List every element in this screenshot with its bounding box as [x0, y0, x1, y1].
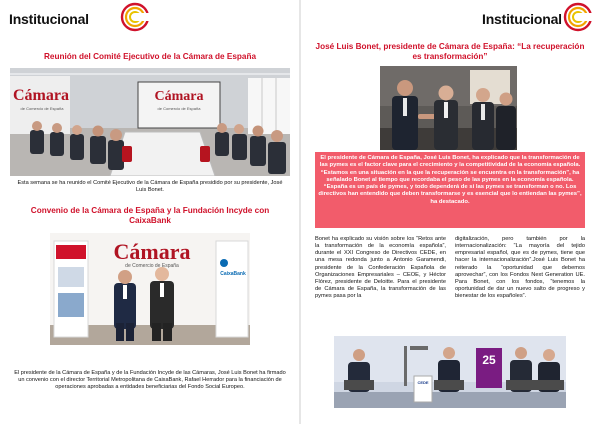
backdrop-brand-sub: de Comercio de España	[125, 263, 179, 269]
body-column-1: Bonet ha explicado su visión sobre los “Retos ante la transformación de la economía española”, durante el XXI Congreso de Directivos CEDE, en una mesa redonda junto a Antonio Garamendi, presidente de la Confederación Española de Organizaciones Empresariales – CEOE, y Héctor Flórez, presidente de Deloitte. Para el presidente de Cámara de España, la transformación de las pymes pasa por la	[315, 236, 446, 300]
wall-brand-sub: de Comercio de España	[20, 106, 64, 111]
podium-label: CEDE	[417, 380, 429, 385]
meeting-photo	[10, 68, 290, 176]
body-column-2: digitalización, pero también por la internacionalización: “La mayoría del tejido empresarial español, que es de pymes, tiene que hacer la internacionalización”.José Luis Bonet ha reiterado la “oportunidad que debemos aprovechar”, con los Fondos Next Generation UE. Para Bonet, con los fondos, “tenemos la oportunidad de dar un nuevo salto de progreso y bienestar de los españoles”.	[455, 236, 585, 300]
article2-title: Convenio de la Cámara de España y la Fundación Incyde con CaixaBank	[30, 206, 270, 225]
screen-brand-sub: de Comercio de España	[157, 106, 201, 111]
section-header: Institucional	[482, 11, 562, 27]
wall-brand: Cámara	[13, 87, 69, 104]
screen-brand: Cámara	[154, 89, 204, 104]
panel-badge: 25	[482, 353, 496, 367]
article1-title: Reunión del Comité Ejecutivo de la Cámara de España	[43, 52, 257, 61]
backdrop-brand: Cámara	[113, 239, 191, 264]
handshake-image	[380, 66, 517, 150]
panel-photo	[334, 336, 566, 408]
article2-caption: El presidente de la Cámara de España y de la Fundación Incyde de las Cámaras, José Luis Bonet ha firmado un convenio con el director Territorial Metropolitana de CaixaBank, Rafael Herrador para la financiación de operaciones aprobadas a entidades beneficiarias del Fondo Social Europeo.	[14, 370, 286, 391]
camara-logo-icon	[120, 2, 150, 32]
article-title: José Luis Bonet, presidente de Cámara de España: “La recuperación es transformación”	[315, 42, 585, 61]
panel-stage-image	[334, 336, 566, 408]
caixabank-brand: CaixaBank	[220, 271, 246, 277]
right-page	[301, 0, 600, 424]
signing-photo	[50, 233, 250, 345]
handshake-photo	[380, 66, 517, 150]
highlight-quote-box: El presidente de Cámara de España, José Luis Bonet, ha explicado que la transformación de las pymes es el factor clave para el crecimiento y la competitividad de la economía española. “Estamos en una situación en la que la recuperación se encuentra en la transformación”, ha señalado Bonet al tiempo que recordaba el peso de las pymes en la economía española. “España es un país de pymes, y todo dependerá de si las pymes se transforman o no. Los directivos han entendido que deben transformarse y es esencial que lo entiendan las pymes”, ha destacado.	[315, 152, 585, 228]
meeting-room-image	[10, 68, 290, 176]
camara-logo-icon	[563, 2, 593, 32]
article1-caption: Esta semana se ha reunido el Comité Ejecutivo de la Cámara de España presidido por su presidente, José Luis Bonet.	[17, 180, 283, 194]
section-header: Institucional	[9, 11, 89, 27]
left-page	[0, 0, 299, 424]
